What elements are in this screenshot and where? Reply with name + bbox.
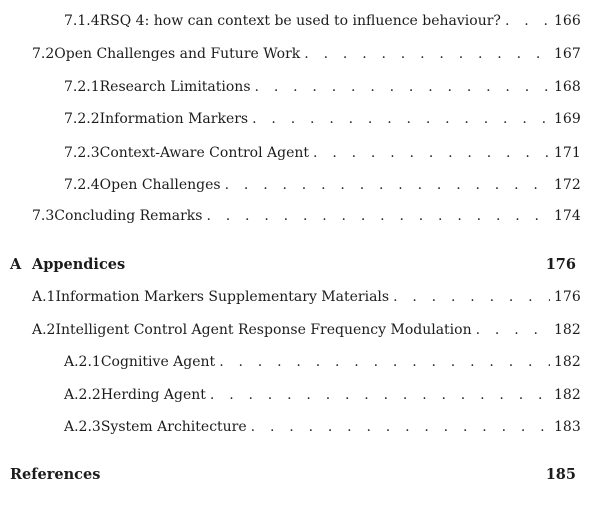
toc-entry-number: 7.3 — [32, 208, 55, 224]
dot-leader — [505, 11, 550, 31]
dot-leader — [210, 385, 550, 405]
dot-leader — [219, 352, 550, 372]
toc-entry-number: A.2.1 — [64, 354, 101, 370]
dot-leader — [313, 143, 550, 163]
toc-entry-7-2[interactable] — [32, 44, 581, 64]
toc-entry-number: A.2 — [32, 322, 56, 338]
toc-entry-number: 7.1.4 — [64, 13, 100, 29]
toc-entry-title: Herding Agent — [100, 387, 206, 403]
toc-entry-7-2-4[interactable] — [64, 175, 581, 195]
toc-entry-title: Information Markers Supplementary Materials — [55, 289, 390, 305]
toc-chapter-references[interactable] — [10, 465, 576, 485]
toc-entry-a-1[interactable] — [32, 287, 581, 307]
toc-entry-number: 7.2.1 — [64, 79, 100, 95]
toc-entry-title: Open Challenges and Future Work — [54, 46, 301, 62]
toc-entry-a-2-1[interactable] — [64, 352, 581, 372]
dot-leader — [393, 287, 550, 307]
toc-entry-page: 171 — [554, 145, 581, 161]
toc-entry-page: 166 — [554, 13, 581, 29]
toc-chapter-page: 176 — [545, 256, 576, 273]
toc-entry-page: 176 — [554, 289, 581, 305]
toc-entry-page: 183 — [554, 419, 581, 435]
toc-entry-number: 7.2 — [32, 46, 55, 62]
toc-entry-number: A.2.2 — [64, 387, 101, 403]
toc-entry-number: 7.2.4 — [64, 177, 100, 193]
toc-entry-7-3[interactable] — [32, 206, 581, 226]
toc-entry-a-2[interactable] — [32, 320, 581, 340]
toc-entry-page: 182 — [554, 354, 581, 370]
dot-leader — [252, 109, 550, 129]
toc-entry-number: A.2.3 — [64, 419, 101, 435]
toc-entry-title: Information Markers — [99, 111, 249, 127]
dot-leader — [251, 417, 550, 437]
toc-chapter-appendices[interactable] — [10, 255, 576, 275]
toc-entry-number: A.1 — [32, 289, 56, 305]
toc-entry-page: 169 — [554, 111, 581, 127]
toc-entry-title: Open Challenges — [99, 177, 221, 193]
toc-entry-7-1-4[interactable] — [64, 11, 581, 31]
toc-entry-title: Intelligent Control Agent Response Frequency Modulation — [55, 322, 472, 338]
toc-chapter-number: A — [10, 256, 22, 273]
dot-leader — [476, 320, 550, 340]
toc-entry-title: RSQ 4: how can context be used to influence behaviour? — [99, 13, 501, 29]
toc-chapter-title: Appendices — [32, 256, 126, 273]
dot-leader — [255, 77, 550, 97]
dot-leader — [225, 175, 550, 195]
toc-entry-title: System Architecture — [100, 419, 247, 435]
toc-entry-7-2-3[interactable] — [64, 143, 581, 163]
toc-entry-page: 182 — [554, 387, 581, 403]
toc-entry-title: Research Limitations — [99, 79, 251, 95]
toc-entry-number: 7.2.2 — [64, 111, 100, 127]
toc-entry-title: Cognitive Agent — [100, 354, 216, 370]
dot-leader — [304, 44, 550, 64]
toc-entry-title: Context-Aware Control Agent — [99, 145, 310, 161]
toc-entry-page: 174 — [554, 208, 581, 224]
toc-chapter-page: 185 — [545, 466, 576, 483]
toc-entry-page: 167 — [554, 46, 581, 62]
toc-entry-page: 182 — [554, 322, 581, 338]
toc-entry-number: 7.2.3 — [64, 145, 100, 161]
toc-entry-page: 172 — [554, 177, 581, 193]
toc-chapter-title: References — [10, 466, 101, 483]
toc-entry-7-2-2[interactable] — [64, 109, 581, 129]
toc-entry-a-2-2[interactable] — [64, 385, 581, 405]
toc-entry-7-2-1[interactable] — [64, 77, 581, 97]
toc-entry-page: 168 — [554, 79, 581, 95]
toc-entry-a-2-3[interactable] — [64, 417, 581, 437]
dot-leader — [206, 206, 550, 226]
toc-entry-title: Concluding Remarks — [54, 208, 203, 224]
